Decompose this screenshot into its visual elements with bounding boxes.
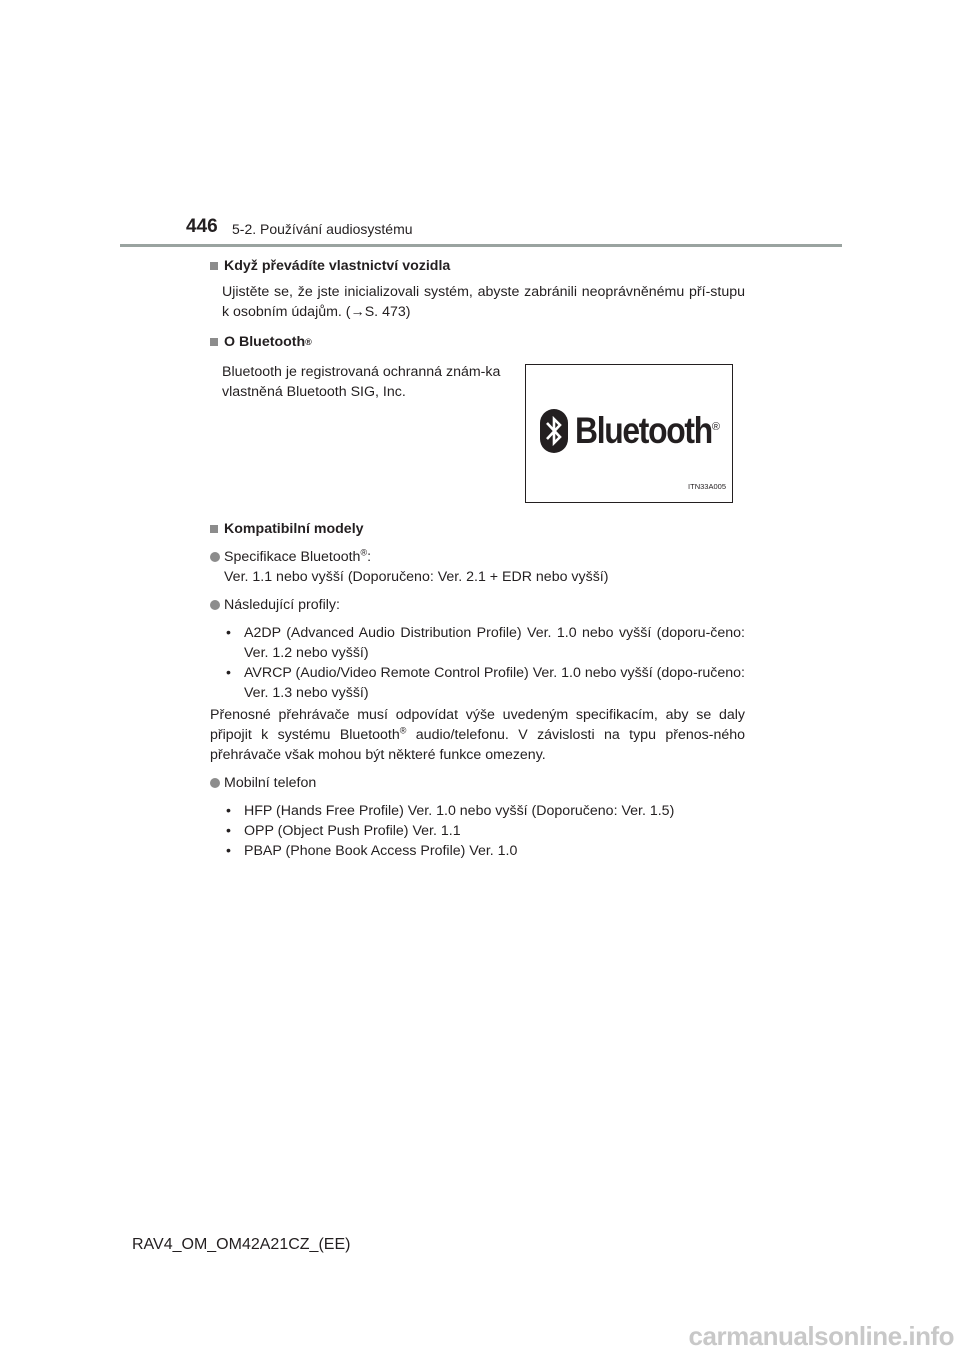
- profiles-list: [222, 623, 745, 703]
- phone-label: Mobilní telefon: [224, 775, 317, 791]
- figure-code: ITN33A005: [688, 482, 726, 491]
- ownership-paragraph: Ujistěte se, že jste inicializovali systém, abyste zabránili neoprávněnému pří-stupu k osobním údajům. (→S. 473): [222, 284, 745, 320]
- profiles-item: [210, 595, 745, 615]
- spec-colon: :: [367, 549, 372, 565]
- heading-about-bluetooth-text: O Bluetooth: [224, 334, 306, 350]
- list-item: • A2DP (Advanced Audio Distribution Profile) Ver. 1.0 nebo vyšší (doporu-čeno: Ver. 1.2 nebo vyšší): [226, 625, 745, 661]
- round-bullet-icon: [210, 600, 220, 610]
- registered-mark: ®: [360, 547, 368, 558]
- heading-ownership-text: Když převádíte vlastnictví vozidla: [224, 258, 451, 274]
- square-bullet-icon: [210, 525, 218, 533]
- heading-ownership: [210, 256, 745, 276]
- bluetooth-logo-figure: [525, 364, 733, 503]
- section-title: 5-2. Používání audiosystému: [232, 221, 413, 237]
- players-paragraph: Přenosné přehrávače musí odpovídat výše uvedeným specifikacím, aby se daly připojit k systému Bluetooth® audio/telefonu. V závislosti na typu přenos-ného přehrávače však mohou být některé funkce omezeny.: [210, 707, 745, 763]
- spec-item: [210, 547, 745, 587]
- page-content: [210, 252, 745, 861]
- round-bullet-icon: [210, 778, 220, 788]
- page-number: 446: [186, 216, 218, 237]
- round-bullet-icon: [210, 552, 220, 562]
- bluetooth-wordmark: Bluetooth: [575, 410, 712, 451]
- footer-code: RAV4_OM_OM42A21CZ_(EE): [132, 1236, 351, 1253]
- watermark: carmanualsonline.info: [688, 1321, 954, 1351]
- square-bullet-icon: [210, 262, 218, 270]
- phone-profiles-list: [222, 801, 745, 861]
- phone-item: [210, 773, 745, 793]
- square-bullet-icon: [210, 338, 218, 346]
- list-item: • OPP (Object Push Profile) Ver. 1.1: [226, 823, 461, 839]
- header-rule: [120, 244, 842, 247]
- registered-mark: ®: [399, 725, 407, 736]
- bluetooth-icon: [540, 409, 568, 453]
- spec-text: Ver. 1.1 nebo vyšší (Doporučeno: Ver. 2.1 + EDR nebo vyšší): [224, 569, 609, 585]
- heading-about-bluetooth: O Bluetooth ®: [210, 332, 745, 352]
- bluetooth-block: [210, 362, 745, 503]
- logo-registered-mark: ®: [711, 421, 720, 433]
- bluetooth-logo: [540, 409, 734, 453]
- bluetooth-trademark-text: Bluetooth je registrovaná ochranná znám-ka vlastněná Bluetooth SIG, Inc.: [222, 364, 501, 400]
- heading-compatible-models: [210, 519, 745, 539]
- list-item: • PBAP (Phone Book Access Profile) Ver. 1.0: [226, 843, 518, 859]
- heading-compatible-models-text: Kompatibilní modely: [224, 521, 364, 537]
- list-item: • HFP (Hands Free Profile) Ver. 1.0 nebo vyšší (Doporučeno: Ver. 1.5): [226, 803, 675, 819]
- spec-label: Specifikace Bluetooth: [224, 549, 361, 565]
- list-item: • AVRCP (Audio/Video Remote Control Profile) Ver. 1.0 nebo vyšší (dopo-ručeno: Ver. 1.3 nebo vyšší): [226, 665, 745, 701]
- profiles-label: Následující profily:: [224, 597, 340, 613]
